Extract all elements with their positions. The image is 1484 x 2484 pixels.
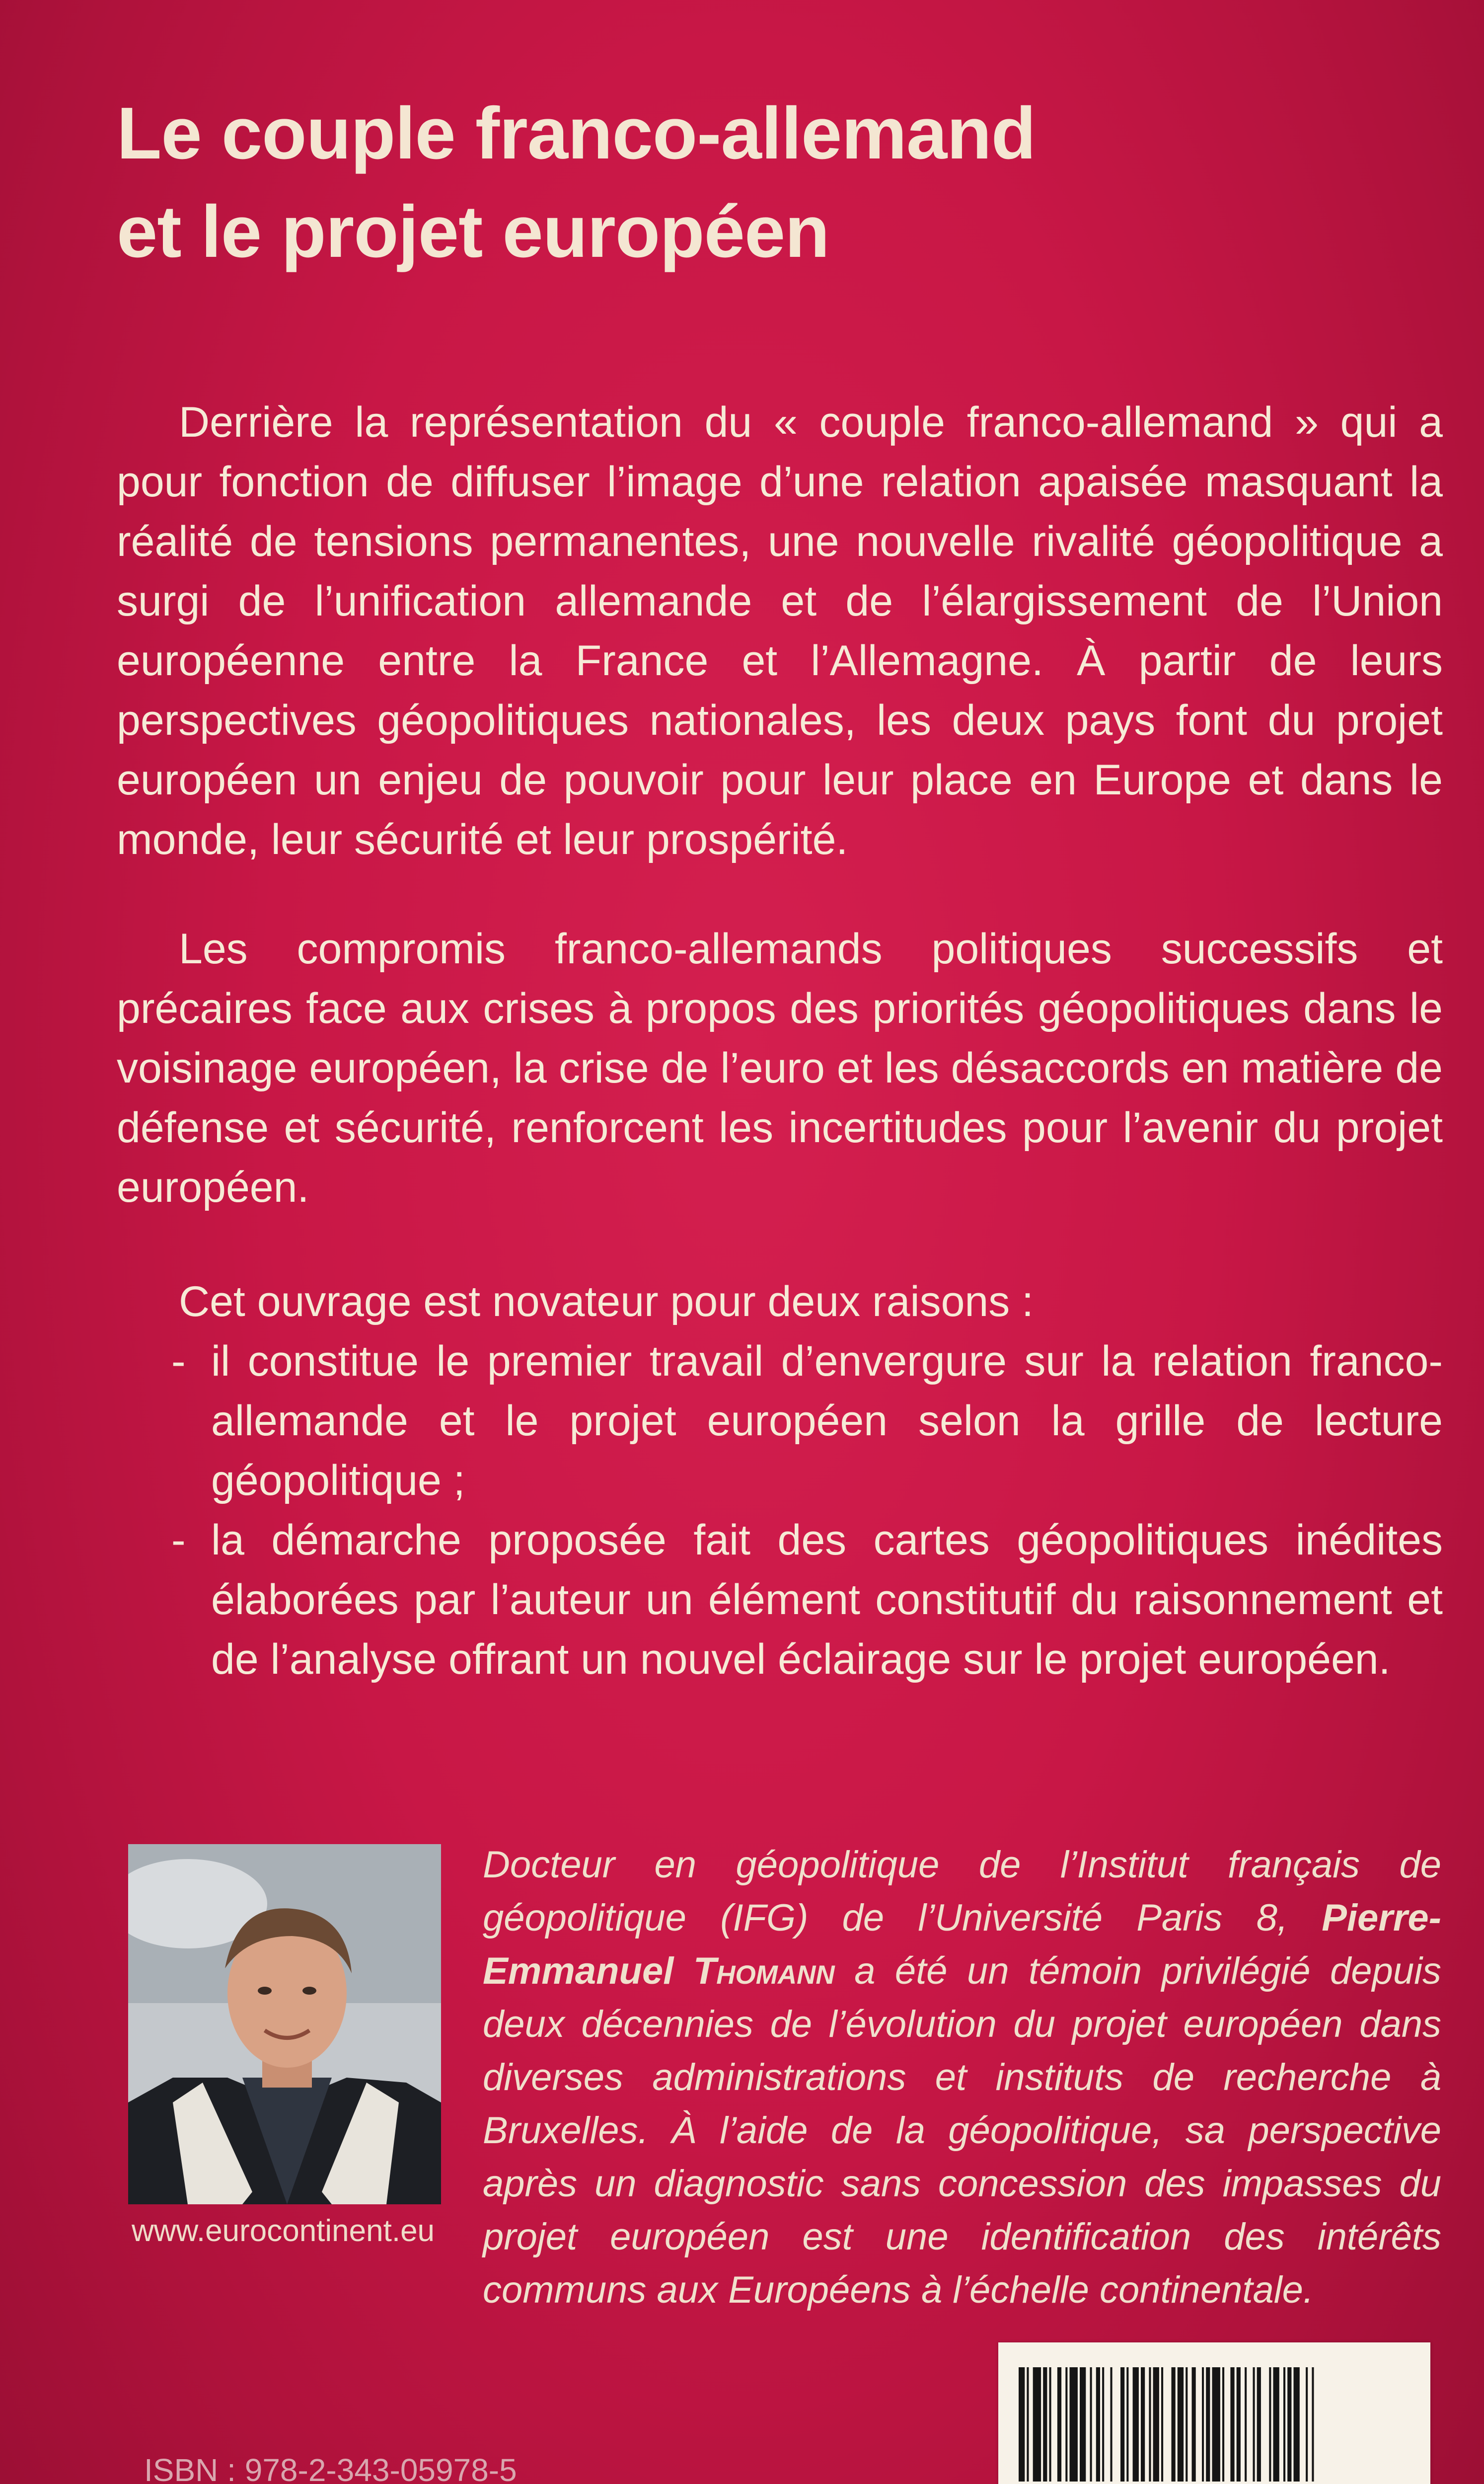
book-title-line-1: Le couple franco-allemand bbox=[117, 92, 1036, 174]
summary-paragraph-2: Les compromis franco-allemands politiques successifs et précaires face aux crises à propos des priorités géopolitiques dans le voisinage européen, la crise de l’euro et les désaccords en matière de défense et sécurité, renforcent les incertitudes pour l’avenir du projet européen. bbox=[117, 925, 1443, 1211]
barcode-bar bbox=[1287, 2367, 1291, 2482]
barcode-bar bbox=[1172, 2367, 1176, 2482]
barcode bbox=[998, 2342, 1430, 2484]
barcode-bar bbox=[1096, 2367, 1100, 2482]
barcode-bar bbox=[1212, 2367, 1220, 2482]
barcode-bar bbox=[1133, 2367, 1139, 2482]
barcode-bar bbox=[1161, 2367, 1163, 2482]
book-title-line-2: et le projet européen bbox=[117, 191, 829, 273]
isbn-label: ISBN : 978-2-343-05978-5 bbox=[144, 2452, 517, 2484]
barcode-bar bbox=[1090, 2367, 1092, 2482]
barcode-bar bbox=[1070, 2367, 1078, 2482]
book-title bbox=[117, 84, 1358, 281]
barcode-bar bbox=[1273, 2367, 1279, 2482]
list-dash: - bbox=[171, 1337, 186, 1385]
barcode-bar bbox=[1222, 2367, 1224, 2482]
barcode-bar bbox=[1149, 2367, 1151, 2482]
barcode-bar bbox=[1141, 2367, 1145, 2482]
author-website: www.eurocontinent.eu bbox=[132, 2214, 435, 2248]
author-photo bbox=[128, 1844, 441, 2204]
barcode-bar bbox=[1049, 2367, 1051, 2482]
barcode-bar bbox=[1111, 2367, 1113, 2482]
barcode-bar bbox=[1057, 2367, 1061, 2482]
barcode-bar bbox=[1153, 2367, 1159, 2482]
barcode-bar bbox=[1312, 2367, 1314, 2482]
list-item bbox=[117, 1331, 1443, 1510]
barcode-bar bbox=[1178, 2367, 1184, 2482]
barcode-bar bbox=[1192, 2367, 1196, 2482]
barcode-bar bbox=[1102, 2367, 1104, 2482]
list-item-text: la démarche proposée fait des cartes géopolitiques inédites élaborées par l’auteur un élément constitutif du raisonnement et de l’analyse offrant un nouvel éclairage sur le projet européen. bbox=[211, 1516, 1443, 1683]
barcode-bar bbox=[1237, 2367, 1241, 2482]
barcode-bar bbox=[1186, 2367, 1187, 2482]
reasons-list bbox=[117, 1331, 1443, 1689]
barcode-bar bbox=[1043, 2367, 1047, 2482]
summary-paragraph-1: Derrière la représentation du « couple franco-allemand » qui a pour fonction de diffuser l’image d’une relation apaisée masquant la réalité de tensions permanentes, une nouvelle rivalité géopolitique a surgi de l’unification allemande et de l’élargissement de l’Union européenne entre la France et l’Allemagne. À partir de leurs perspectives géopolitiques nationales, les deux pays font du projet européen un enjeu de pouvoir pour leur place en Europe et dans le monde, leur sécurité et leur prospérité. bbox=[117, 398, 1443, 863]
barcode-bar bbox=[1306, 2367, 1308, 2482]
barcode-bar bbox=[1120, 2367, 1124, 2482]
barcode-bar bbox=[1283, 2367, 1285, 2482]
barcode-bar bbox=[1126, 2367, 1128, 2482]
barcode-bar bbox=[1230, 2367, 1234, 2482]
barcode-bar bbox=[1294, 2367, 1300, 2482]
author-surname: Thomann bbox=[693, 1950, 835, 1992]
barcode-bar bbox=[1253, 2367, 1255, 2482]
barcode-bar bbox=[1019, 2367, 1025, 2482]
author-bio-intro: Docteur en géopolitique de l’Institut français de géopolitique (IFG) de l’Université Paris 8, bbox=[483, 1844, 1441, 1939]
author-bio-rest: a été un témoin privilégié depuis deux décennies de l’évolution du projet européen dans diverses administrations et instituts de recherche à Bruxelles. À l’aide de la géopolitique, sa perspective après un diagnostic sans concession des impasses du projet européen est une identification des intérêts communs aux Européens à l’échelle continentale. bbox=[483, 1950, 1441, 2311]
list-dash: - bbox=[171, 1516, 186, 1564]
list-item-text: il constitue le premier travail d’envergure sur la relation franco-allemande et le projet européen selon la grille de lecture géopolitique ; bbox=[211, 1337, 1443, 1504]
barcode-bar bbox=[1027, 2367, 1029, 2482]
author-name: Pierre-Emmanuel bbox=[483, 1897, 1441, 1992]
barcode-bar bbox=[1080, 2367, 1086, 2482]
barcode-bar bbox=[1033, 2367, 1041, 2482]
barcode-bar bbox=[1245, 2367, 1247, 2482]
barcode-bar bbox=[1065, 2367, 1067, 2482]
barcode-bar bbox=[1202, 2367, 1204, 2482]
author-portrait-illustration bbox=[128, 1844, 441, 2204]
barcode-bar bbox=[1257, 2367, 1261, 2482]
list-item bbox=[117, 1510, 1443, 1689]
summary-paragraph-3 bbox=[117, 1272, 1443, 1689]
barcode-bar bbox=[1269, 2367, 1271, 2482]
author-bio bbox=[483, 1838, 1441, 2317]
barcode-bar bbox=[1206, 2367, 1210, 2482]
barcode-bars bbox=[1016, 2367, 1413, 2484]
list-intro: Cet ouvrage est novateur pour deux raisons : bbox=[179, 1278, 1034, 1325]
